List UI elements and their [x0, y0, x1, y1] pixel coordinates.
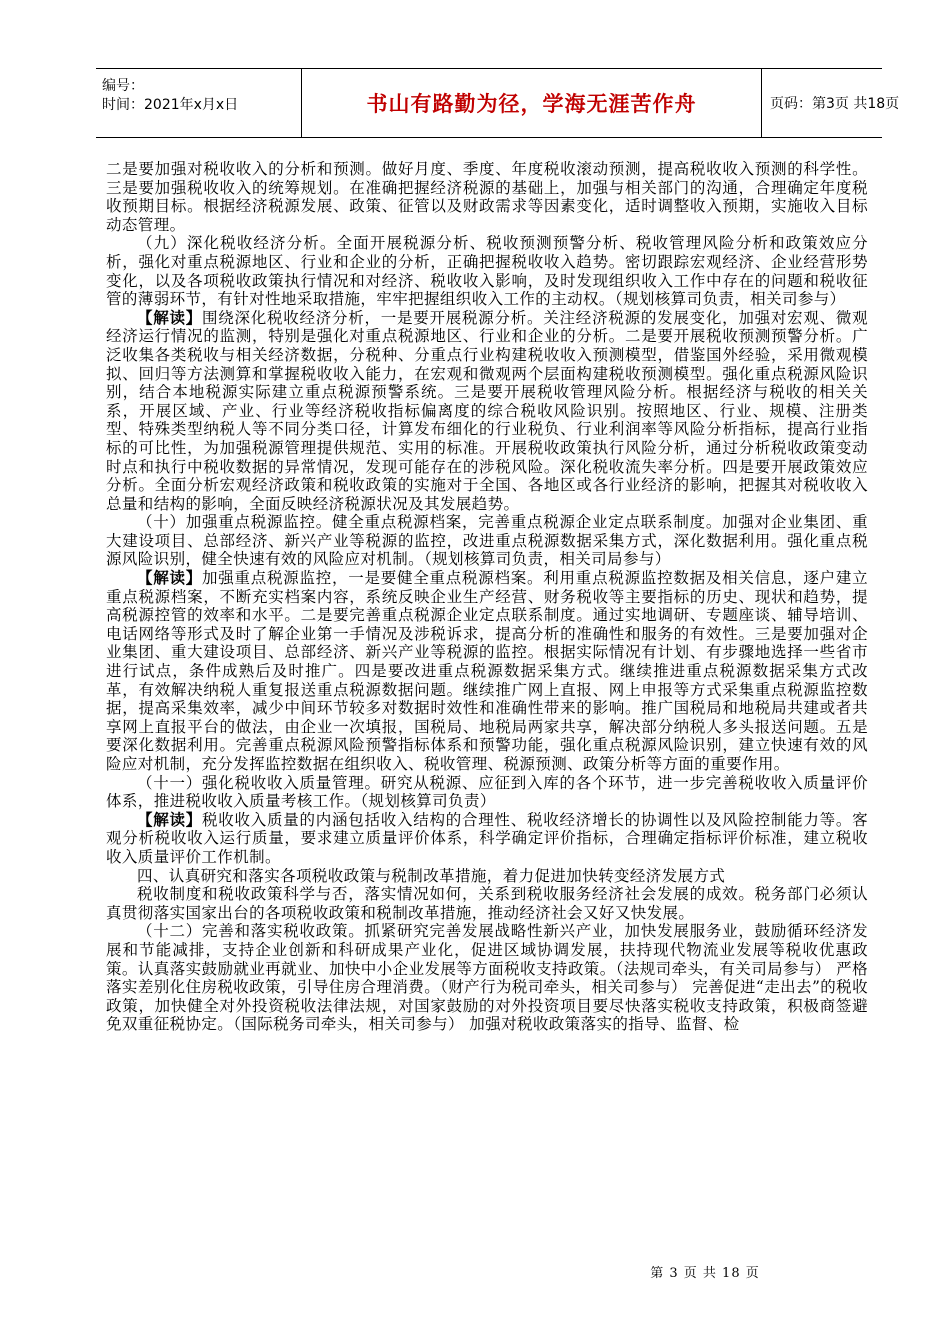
- paragraph: [106, 922, 868, 1034]
- paragraph-text: 加强重点税源监控，一是要健全重点税源档案。利用重点税源监控数据及相关信息，逐户建立重点税源档案，不断充实档案内容，系统反映企业生产经营、财务税收等主要指标的历史、现状和趋势，提高税源控管的效率和水平。二是要完善重点税源企业定点联系制度。通过实地调研、专题座谈、辅导培训、电话网络等形式及时了解企业第一手情况及涉税诉求，提高分析的准确性和服务的有效性。三是要加强对企业集团、重大建设项目、总部经济、新兴产业等税源的监控。根据实际情况有计划、有步骤地选择一些省市进行试点，条件成熟后及时推广。四是要改进重点税源数据采集方式。继续推进重点税源数据采集方式改革，有效解决纳税人重复报送重点税源数据问题。继续推广网上直报、网上申报等方式采集重点税源监控数据，提高采集效率，减少中间环节较多对数据时效性和准确性带来的影响。推广国税局和地税局共建或者共享网上直报平台的做法，由企业一次填报，国税局、地税局两家共享，解决部分纳税人多头报送问题。五是要深化数据利用。完善重点税源风险预警指标体系和预警功能，强化重点税源风险识别，建立快速有效的风险应对机制，充分发挥监控数据在组织收入、税收管理、税源预测、政策分析等方面的重要作用。: [106, 569, 868, 773]
- paragraph-text: 税收制度和税收政策科学与否，落实情况如何，关系到税收服务经济社会发展的成效。税务部门必须认真贯彻落实国家出台的各项税收政策和税制改革措施，推动经济社会又好又快发展。: [106, 885, 868, 922]
- paragraph: [106, 234, 868, 308]
- document-date-label: 时间：2021年x月x日: [102, 97, 239, 113]
- document-body: [106, 160, 868, 1034]
- page-header: [96, 68, 900, 138]
- paragraph: [106, 160, 868, 234]
- paragraph: [106, 774, 868, 811]
- document-number-label: 编号：: [102, 78, 144, 94]
- paragraph: [106, 513, 868, 569]
- paragraph-text: 税收收入质量的内涵包括收入结构的合理性、税收经济增长的协调性以及风险控制能力等。客观分析税收收入运行质量，要求建立质量评价体系，科学确定评价指标，合理确定指标评价标准，建立税收收入质量评价工作机制。: [106, 810, 868, 866]
- interpretation-tag: 【解读】: [137, 809, 203, 829]
- paragraph-text: （十）加强重点税源监控。健全重点税源档案，完善重点税源企业定点联系制度。加强对企业集团、重大建设项目、总部经济、新兴产业等税源的监控，改进重点税源数据采集方式，深化数据利用。强化重点税源风险识别，健全快速有效的风险应对机制。（规划核算司负责，相关司局参与）: [106, 513, 868, 569]
- paragraph: [106, 569, 868, 774]
- footer-page-number: 第 3 页 共 18 页: [650, 1266, 760, 1281]
- paragraph-text: （九）深化税收经济分析。全面开展税源分析、税收预测预警分析、税收管理风险分析和政策效应分析，强化对重点税源地区、行业和企业的分析，正确把握税收收入趋势。密切跟踪宏观经济、企业经营形势变化，以及各项税收政策执行情况和对经济、税收收入影响，及时发现组织收入工作中存在的问题和税收征管的薄弱环节，有针对性地采取措施，牢牢把握组织收入工作的主动权。（规划核算司负责，相关司参与）: [106, 234, 868, 309]
- paragraph-text: 二是要加强对税收收入的分析和预测。做好月度、季度、年度税收滚动预测，提高税收收入预测的科学性。三是要加强税收收入的统筹规划。在准确把握经济税源的基础上，加强与相关部门的沟通，合理确定年度税收预期目标。根据经济税源发展、政策、征管以及财政需求等因素变化，适时调整收入预期，实施收入目标动态管理。: [106, 160, 868, 234]
- paragraph-text: 围绕深化税收经济分析，一是要开展税源分析。关注经济税源的发展变化，加强对宏观、微观经济运行情况的监测，特别是强化对重点税源地区、行业和企业的分析。二是要开展税收预测预警分析。广泛收集各类税收与相关经济数据，分税种、分重点行业构建税收收入预测模型，借鉴国外经验，采用微观模拟、回归等方法测算和掌握税收收入能力，在宏观和微观两个层面构建税收预测模型。强化重点税源风险识别，结合本地税源实际建立重点税源预警系统。三是要开展税收管理风险分析。根据经济与税收的相关关系，开展区域、产业、行业等经济税收指标偏离度的综合税收风险识别。按照地区、行业、规模、注册类型、特殊类型纳税人等不同分类口径，计算发布细化的行业税负、行业利润率等风险分析指标，提高行业指标的可比性，为加强税源管理提供规范、实用的标准。开展税收政策执行风险分析，通过分析税收政策变动时点和执行中税收数据的异常情况，发现可能存在的涉税风险。深化税收流失率分析。四是要开展政策效应分析。全面分析宏观经济政策和税收政策的实施对于全国、各地区或各行业经济的影响，把握其对税收收入总量和结构的影响，全面反映经济税源状况及其发展趋势。: [106, 308, 868, 513]
- header-motto: 书山有路勤为径，学海无涯苦作舟: [302, 69, 762, 137]
- page-footer: [0, 1262, 950, 1281]
- header-page-info: 页码：第3页 共18页: [770, 96, 900, 112]
- paragraph: [106, 885, 868, 922]
- paragraph-text: （十一）强化税收收入质量管理。研究从税源、应征到入库的各个环节，进一步完善税收收入质量评价体系，推进税收收入质量考核工作。（规划核算司负责）: [106, 773, 868, 811]
- interpretation-tag: 【解读】: [137, 568, 203, 588]
- header-meta: [96, 69, 302, 137]
- paragraph-text: （十二）完善和落实税收政策。抓紧研究完善发展战略性新兴产业，加快发展服务业，鼓励循环经济发展和节能减排，支持企业创新和科研成果产业化，促进区域协调发展，扶持现代物流业发展等税收优惠政策。认真落实鼓励就业再就业、加快中小企业发展等方面税收支持政策。（法规司牵头，有关司局参与） 严格落实差别化住房税收政策，引导住房合理消费。（财产行为税司牵头，相关司参与） 完善促进“走出去”的税收政策，加快健全对外投资税收法律法规，对国家鼓励的对外投资项目要尽快落实税收支持政策，积极商签避免双重征税协定。（国际税务司牵头，相关司参与） 加强对税收政策落实的指导、监督、检: [106, 922, 868, 1034]
- paragraph: [106, 867, 868, 886]
- interpretation-tag: 【解读】: [137, 307, 203, 327]
- paragraph: [106, 811, 868, 867]
- paragraph: [106, 309, 868, 514]
- paragraph-text: 四、认真研究和落实各项税收政策与税制改革措施，着力促进加快转变经济发展方式: [137, 866, 726, 885]
